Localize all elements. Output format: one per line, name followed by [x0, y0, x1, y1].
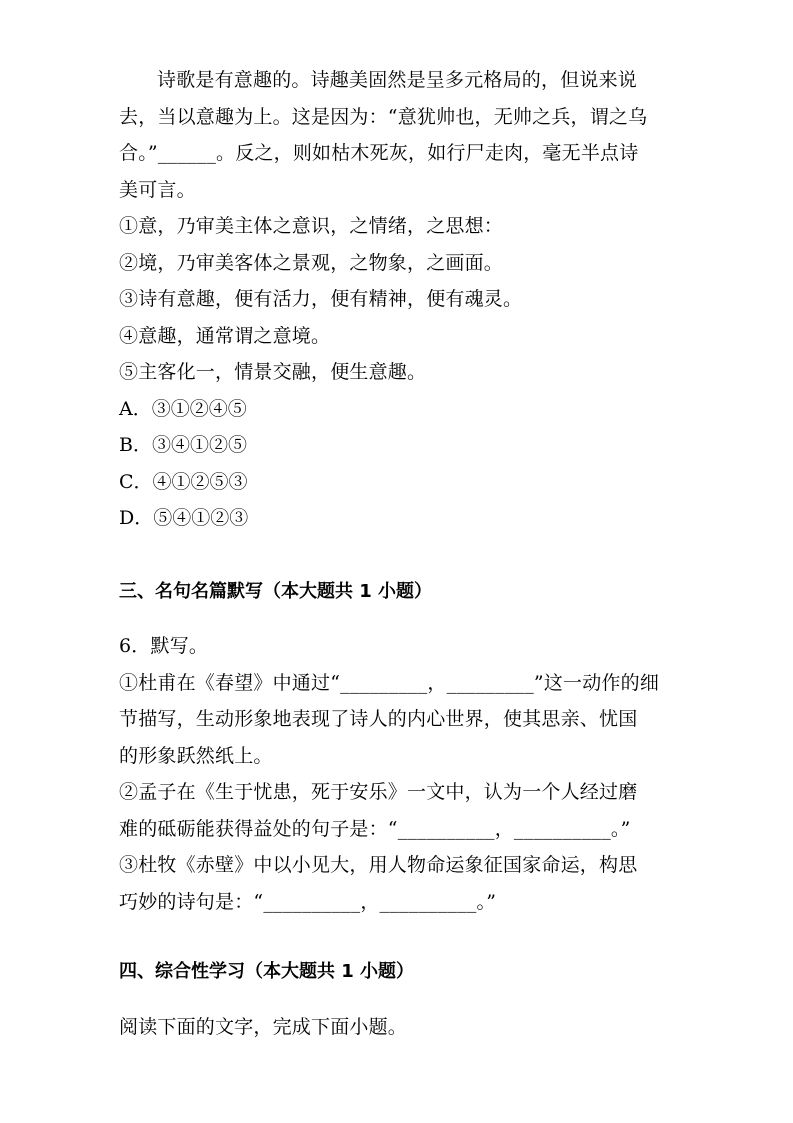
passage: [119, 62, 679, 208]
sentence-item: ⑤主客化一，情景交融，便生意趣。: [119, 361, 427, 383]
spacer: [119, 920, 679, 954]
section-4-intro: 阅读下面的文字，完成下面小题。: [119, 1015, 408, 1038]
option-d: D．⑤④①②③: [119, 507, 249, 529]
sentence-item: ②境，乃审美客体之景观，之物象，之画面。: [119, 251, 504, 274]
question-6-line: 难的砥砺能获得益处的句子是：“__________，__________。”: [119, 817, 631, 840]
document-page: [119, 62, 679, 1045]
sentence-list: [119, 208, 679, 391]
spacer: [119, 610, 679, 628]
question-6-line: 巧妙的诗句是：“__________，__________。”: [119, 890, 497, 913]
passage-line: 去，当以意趣为上。这是因为：“意犹帅也，无帅之兵，谓之乌: [119, 105, 648, 128]
passage-line: 诗歌是有意趣的。诗趣美固然是呈多元格局的，但说来说: [157, 69, 638, 91]
question-6-line: ②孟子在《生于忧患，死于安乐》一文中，认为一个人经过磨: [119, 781, 638, 803]
passage-line: 美可言。: [119, 178, 196, 201]
question-6-line: 节描写，生动形象地表现了诗人的内心世界，使其思亲、忧国: [119, 708, 638, 730]
sentence-item: ③诗有意趣，便有活力，便有精神，便有魂灵。: [119, 288, 523, 310]
question-6-line: ③杜牧《赤壁》中以小见大，用人物命运象征国家命运，构思: [119, 854, 638, 876]
sentence-item: ④意趣，通常谓之意境。: [119, 324, 331, 347]
section-3-title: 三、名句名篇默写（本大题共 1 小题）: [119, 580, 433, 602]
spacer: [119, 991, 679, 1009]
option-c: C．④①②⑤③: [119, 470, 248, 493]
question-6-heading: 6．默写。: [119, 635, 209, 657]
passage-line: 合。”______。反之，则如枯木死灰，如行尸走肉，毫无半点诗: [119, 142, 639, 164]
spacer: [119, 537, 679, 574]
question-6-line: ①杜甫在《春望》中通过“_________，_________”这一动作的细: [119, 671, 660, 694]
question-6-line: 的形象跃然纸上。: [119, 744, 273, 767]
section-4-title: 四、综合性学习（本大题共 1 小题）: [119, 961, 415, 982]
sentence-item: ①意，乃审美主体之意识，之情绪，之思想：: [119, 215, 504, 237]
option-b: B．③④①②⑤: [119, 434, 247, 456]
option-a: A．③①②④⑤: [119, 397, 247, 420]
answer-options: [119, 391, 679, 537]
question-6: [119, 628, 679, 920]
